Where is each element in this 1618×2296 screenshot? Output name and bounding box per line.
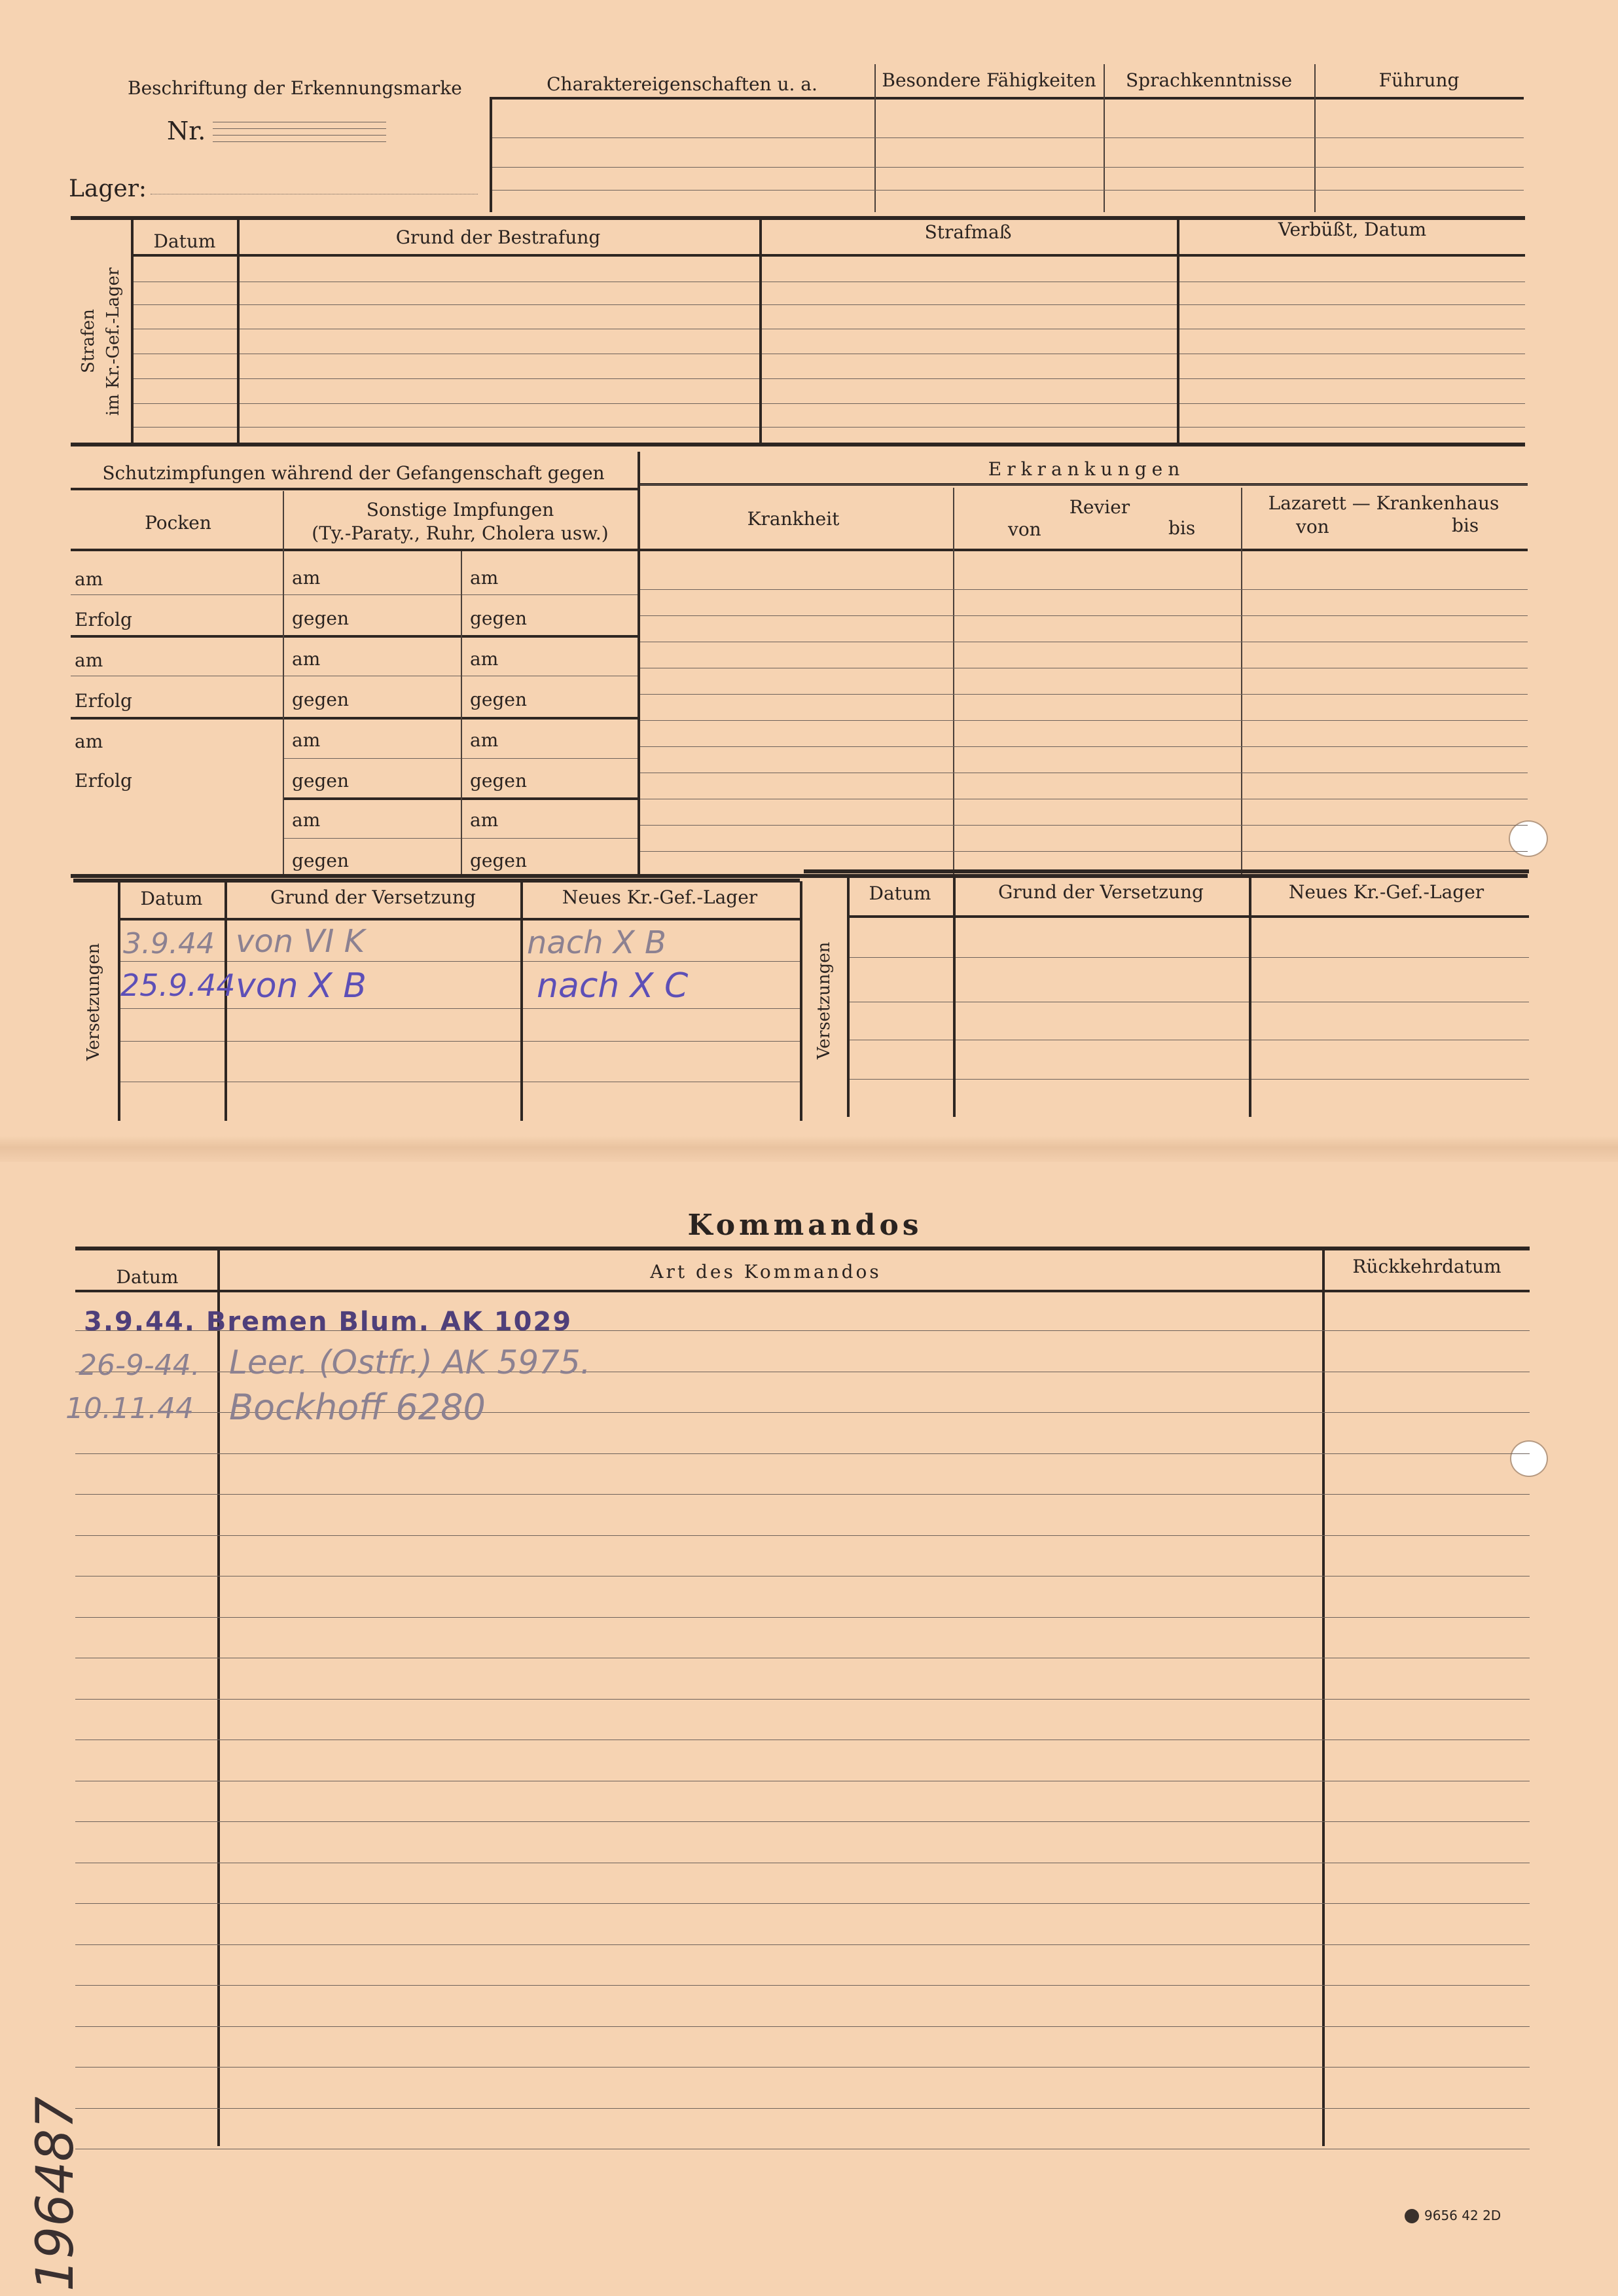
- versetzungen-side-label-left: Versetzungen: [84, 943, 103, 1061]
- impfungen-title: Schutzimpfungen während der Gefangenschaft gegen: [102, 462, 605, 484]
- strafen-header-strafmass: Strafmaß: [924, 221, 1012, 243]
- card-fold: [0, 1136, 1618, 1162]
- vers-header-lager-left: Neues Kr.-Gef.-Lager: [562, 886, 758, 908]
- impf-gegen: gegen: [470, 850, 528, 871]
- erkrankungen-krankheit: Krankheit: [747, 508, 840, 530]
- vers-header-datum-left: Datum: [140, 888, 203, 909]
- lazarett-bis: bis: [1452, 515, 1479, 536]
- impf-am: am: [470, 648, 499, 670]
- kommandos-row-line: [75, 1453, 1530, 1454]
- impf-erfolg: Erfolg: [75, 609, 132, 630]
- vers-entry-1-lager: nach X B: [527, 924, 666, 961]
- vers-header-grund-right: Grund der Versetzung: [998, 881, 1204, 903]
- impf-am: am: [292, 648, 321, 670]
- strafen-side-label-1: Strafen: [79, 309, 98, 373]
- impf-gegen: gegen: [292, 770, 350, 792]
- kommandos-header-datum: Datum: [116, 1266, 179, 1288]
- vers-header-grund-left: Grund der Versetzung: [270, 886, 476, 908]
- erkrankungen-lazarett: Lazarett — Krankenhaus: [1268, 492, 1500, 514]
- header-charaktereigenschaften: Charaktereigenschaften u. a.: [547, 73, 818, 95]
- impfungen-pocken: Pocken: [145, 512, 211, 534]
- vers-entry-1-grund: von VI K: [236, 923, 365, 960]
- strafen-side-label-2: im Kr.-Gef.-Lager: [103, 267, 123, 416]
- kommandos-row-line: [75, 1494, 1530, 1495]
- erkennungsmarke-label: Beschriftung der Erkennungsmarke: [128, 77, 462, 99]
- impf-am: am: [470, 567, 499, 589]
- impf-am: am: [470, 809, 499, 831]
- kommandos-row-line: [75, 1985, 1530, 1986]
- kommandos-header-art: Art des Kommandos: [650, 1261, 882, 1283]
- impf-gegen: gegen: [292, 608, 350, 629]
- archive-number: 196487: [26, 2096, 85, 2291]
- vers-header-lager-right: Neues Kr.-Gef.-Lager: [1288, 881, 1484, 903]
- erkrankungen-revier: Revier: [1069, 496, 1130, 518]
- impf-gegen: gegen: [292, 850, 350, 871]
- print-code: 9656 42 2D: [1424, 2208, 1501, 2223]
- lazarett-von: von: [1296, 516, 1329, 538]
- header-sprachkenntnisse: Sprachkenntnisse: [1125, 69, 1293, 91]
- kommandos-entry-1-stamp: 3.9.44. Bremen Blum. AK 1029: [84, 1307, 573, 1337]
- header-besondere-faehigkeiten: Besondere Fähigkeiten: [882, 69, 1096, 91]
- revier-von: von: [1008, 519, 1041, 540]
- impf-erfolg: Erfolg: [75, 690, 132, 712]
- impf-am: am: [470, 729, 499, 751]
- kommandos-entry-3-datum: 10.11.44: [65, 1392, 194, 1425]
- impfungen-sonstige-1: Sonstige Impfungen: [366, 499, 554, 520]
- kommandos-entry-2-datum: 26-9-44.: [79, 1349, 200, 1382]
- vers-entry-2-datum: 25.9.44: [120, 968, 236, 1003]
- kommandos-header-rueckkehr: Rückkehrdatum: [1352, 1256, 1501, 1277]
- strafen-header-grund: Grund der Bestrafung: [395, 227, 601, 248]
- impf-gegen: gegen: [470, 770, 528, 792]
- kommandos-row-line: [75, 1944, 1530, 1945]
- kommandos-row-line: [75, 1617, 1530, 1618]
- impf-am: am: [75, 568, 103, 590]
- kommandos-entry-3-art: Bockhoff 6280: [229, 1387, 486, 1428]
- vers-entry-2-grund: von X B: [236, 966, 367, 1006]
- impf-am: am: [292, 729, 321, 751]
- impf-gegen: gegen: [470, 689, 528, 710]
- vers-entry-1-datum: 3.9.44: [123, 927, 215, 960]
- vers-entry-2-lager: nach X C: [537, 966, 689, 1006]
- impf-gegen: gegen: [470, 608, 528, 629]
- impf-am: am: [75, 649, 103, 671]
- kommandos-row-line: [75, 1699, 1530, 1700]
- kommandos-row-line: [75, 2108, 1530, 2109]
- kommandos-row-line: [75, 1903, 1530, 1904]
- print-code-mark: [1405, 2209, 1419, 2223]
- kommandos-row-line: [75, 2026, 1530, 2027]
- strafen-header-datum: Datum: [153, 230, 216, 252]
- impfungen-sonstige-2: (Ty.-Paraty., Ruhr, Cholera usw.): [312, 522, 609, 544]
- kommandos-row-line: [75, 1535, 1530, 1536]
- revier-bis: bis: [1168, 517, 1196, 539]
- impf-erfolg: Erfolg: [75, 770, 132, 792]
- strafen-header-verbuesst: Verbüßt, Datum: [1278, 219, 1427, 240]
- impf-am: am: [75, 731, 103, 752]
- kommandos-title: Kommandos: [687, 1209, 923, 1242]
- nr-label: Nr.: [167, 117, 206, 145]
- impf-am: am: [292, 809, 321, 831]
- impf-am: am: [292, 567, 321, 589]
- lager-label: Lager:: [69, 175, 147, 202]
- header-fuehrung: Führung: [1378, 69, 1460, 91]
- vers-header-datum-right: Datum: [869, 883, 931, 904]
- punch-hole-lower: [1510, 1440, 1548, 1477]
- impf-gegen: gegen: [292, 689, 350, 710]
- kommandos-row-line: [75, 2067, 1530, 2068]
- versetzungen-side-label-right: Versetzungen: [814, 941, 834, 1059]
- kommandos-entry-2-art: Leer. (Ostfr.) AK 5975.: [229, 1343, 591, 1381]
- erkrankungen-title: Erkrankungen: [988, 458, 1185, 480]
- kommandos-row-line: [75, 1821, 1530, 1822]
